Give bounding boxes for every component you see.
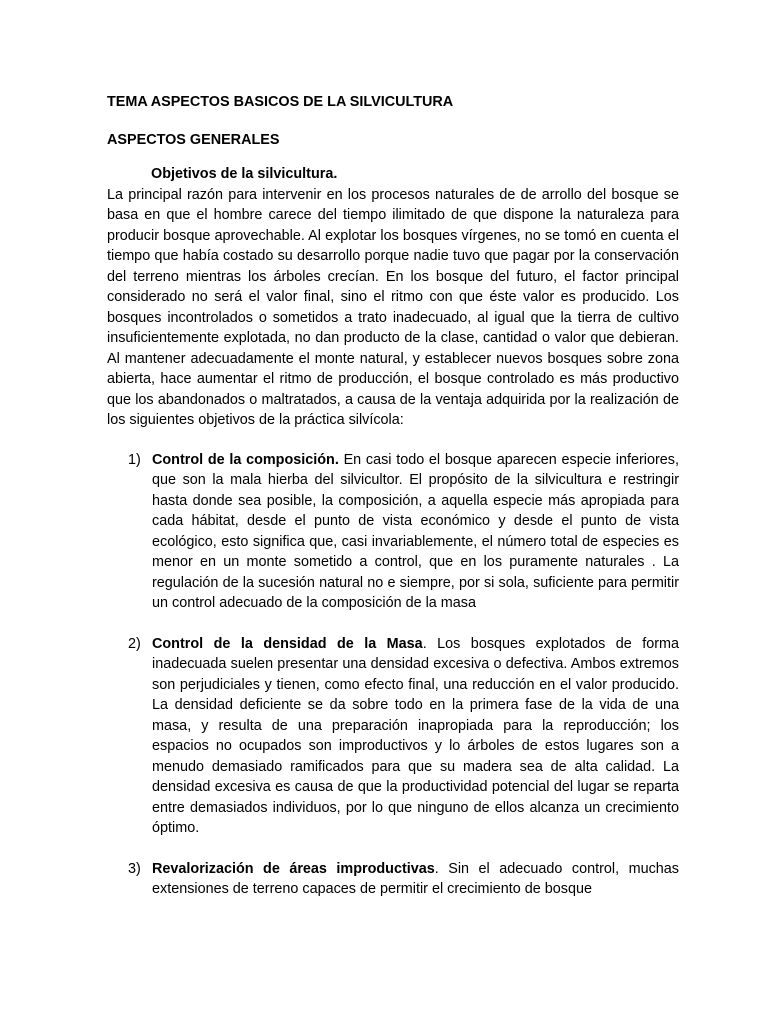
list-item-heading: Control de la densidad de la Masa xyxy=(152,635,423,652)
list-item-heading: Revalorización de áreas improductivas xyxy=(152,860,435,877)
list-item-number: 2) xyxy=(128,635,141,652)
list-item-heading: Control de la composición. xyxy=(152,451,339,468)
list-item-body: En casi todo el bosque aparecen especie inferiores, que son la mala hierba del silvicultor. El propósito de la silvicultura e restringir hasta donde sea posible, la composición, a aquella especie más apropiada para cada hábitat, desde el punto de vista económico y desde el punto de vista ecológico, esto significa que, casi invariablemente, el número total de especies es menor en un monte sometido a control, que en los puramente naturales . La regulación de la sucesión natural no e siempre, por si sola, suficiente para permitir un control adecuado de la composición de la masa xyxy=(152,451,679,611)
document-title: TEMA ASPECTOS BASICOS DE LA SILVICULTURA xyxy=(107,94,454,110)
list-item-number: 1) xyxy=(128,451,141,468)
list-item-body: . Sin el adecuado control, muchas extensiones de terreno capaces de permitir el crecimiento de bosque xyxy=(152,860,679,897)
list-item-body: . Los bosques explotados de forma inadecuada suelen presentar una densidad excesiva o defectiva. Ambos extremos son perjudiciales y tienen, como efecto final, una reducción en el valor producido. La densidad deficiente se da sobre todo en la primera fase de la vida de una masa, y resulta de una preparación inapropiada para la reproducción; los espacios no ocupados son improductivos y lo árboles de estos lugares son a menudo demasiado ramificados para que su madera sea de alta calidad. La densidad excesiva es causa de que la productividad potencial del lugar se reparta entre demasiados individuos, por lo que ninguno de ellos alcanza un crecimiento óptimo. xyxy=(152,635,679,836)
list-item xyxy=(107,634,679,839)
subsection-title: Objetivos de la silvicultura. xyxy=(151,166,338,182)
objectives-list xyxy=(107,450,679,900)
list-item xyxy=(107,859,679,900)
section-title: ASPECTOS GENERALES xyxy=(107,131,280,148)
list-item-number: 3) xyxy=(128,860,141,877)
intro-paragraph: La principal razón para intervenir en los procesos naturales de de arrollo del bosque se basa en que el hombre carece del tiempo ilimitado de que dispone la naturaleza para producir bosque aprovechable. Al explotar los bosques vírgenes, no se tomó en cuenta el tiempo que había costado su desarrollo porque nadie tuvo que pagar por la conservación del terreno mientras los árboles crecían. En los bosque del futuro, el factor principal considerado no será el valor final, sino el ritmo con que éste valor es producido. Los bosques incontrolados o sometidos a trato inadecuado, al igual que la tierra de cultivo insuficientemente explotada, no dan producto de la clase, cantidad o valor que debieran. Al mantener adecuadamente el monte natural, y establecer nuevos bosques sobre zona abierta, hace aumentar el ritmo de producción, el bosque controlado es más productivo que los abandonados o maltratados, a causa de la ventaja adquirida por la realización de los siguientes objetivos de la práctica silvícola: xyxy=(107,186,679,428)
document-page xyxy=(107,92,679,920)
list-item xyxy=(107,450,679,614)
